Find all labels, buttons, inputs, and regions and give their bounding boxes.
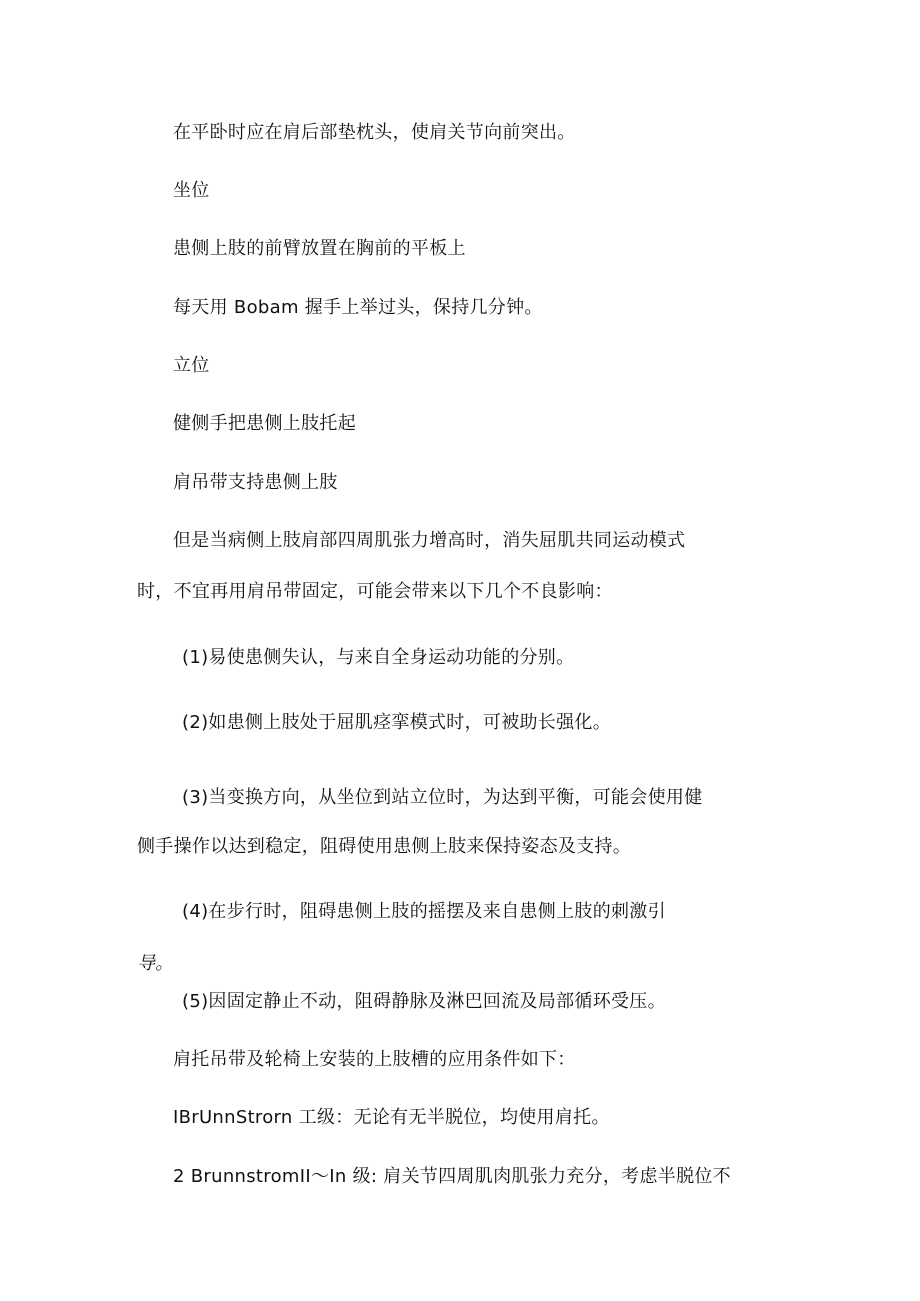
- text-line-5-heading-standing: 立位: [173, 355, 210, 376]
- list-item-4-continued: 导。: [137, 953, 174, 974]
- list-item-1: (1)易使患侧失认，与来自全身运动功能的分别。: [182, 647, 575, 668]
- text-line-17: 肩托吊带及轮椅上安装的上肢槽的应用条件如下：: [173, 1049, 576, 1070]
- text-line-2-heading-sitting: 坐位: [173, 180, 210, 201]
- list-item-3: (3)当变换方向，从坐位到站立位时，为达到平衡，可能会使用健: [182, 787, 703, 808]
- text-line-1: 在平卧时应在肩后部垫枕头，使肩关节向前突出。: [173, 122, 576, 143]
- text-line-19: 2 BrunnstromII～In 级: 肩关节四周肌肉肌张力充分，考虑半脱位不: [173, 1166, 731, 1187]
- list-item-4: (4)在步行时，阻碍患侧上肢的摇摆及来自患侧上肢的刺激引: [182, 901, 666, 922]
- text-line-3: 患侧上肢的前臂放置在胸前的平板上: [173, 238, 466, 259]
- list-item-5: (5)因固定静止不动，阻碍静脉及淋巴回流及局部循环受压。: [182, 991, 666, 1012]
- list-item-2: (2)如患侧上肢处于屈肌痉挛模式时，可被助长强化。: [182, 712, 611, 733]
- text-line-7: 肩吊带支持患侧上肢: [173, 472, 338, 493]
- text-line-6: 健侧手把患侧上肢托起: [173, 413, 356, 434]
- list-item-3-continued: 侧手操作以达到稳定，阻碍使用患侧上肢来保持姿态及支持。: [137, 836, 632, 857]
- text-line-9: 时，不宜再用肩吊带固定，可能会带来以下几个不良影响：: [137, 581, 613, 602]
- text-line-8: 但是当病侧上肢肩部四周肌张力增高时，消失屈肌共同运动模式: [173, 530, 686, 551]
- text-line-18: IBrUnnStrorn 工级：无论有无半脱位，均使用肩托。: [173, 1107, 610, 1128]
- text-line-4: 每天用 Bobam 握手上举过头，保持几分钟。: [173, 297, 543, 318]
